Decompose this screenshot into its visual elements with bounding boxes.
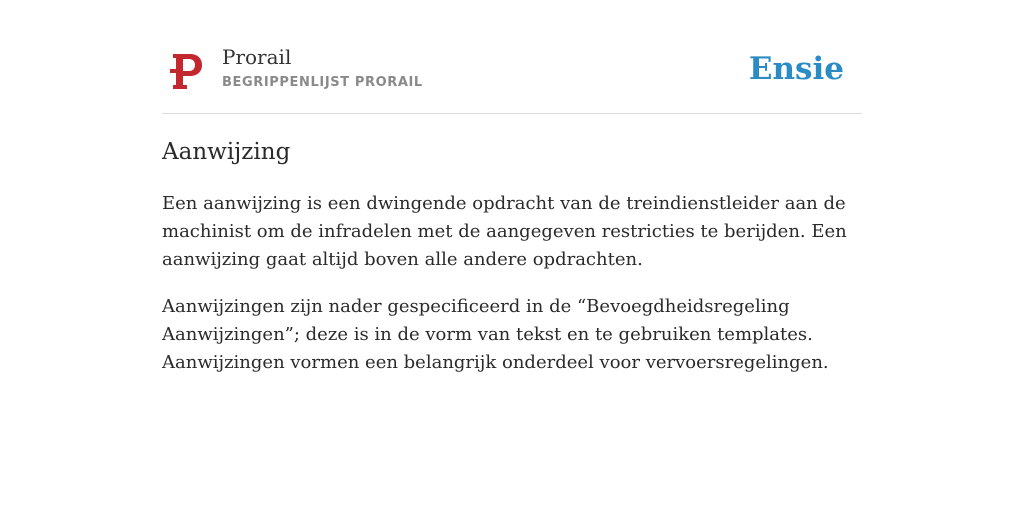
ensie-brand-logo[interactable]: Ensie bbox=[748, 51, 844, 87]
article-title: Aanwijzing bbox=[162, 139, 291, 165]
article-paragraph: Aanwijzingen zijn nader gespecificeerd in de “Bevoegdheidsregeling Aanwijzingen”; deze is in de vorm van tekst en te gebruiken templates. Aanwijzingen vormen een belangrijk onderdeel voor vervoersregelingen. bbox=[162, 296, 829, 373]
org-subtitle[interactable]: BEGRIPPENLIJST PRORAIL bbox=[222, 75, 423, 90]
article-paragraph: Een aanwijzing is een dwingende opdracht van de treindienstleider aan de machinist om de infradelen met de aangegeven restricties te berijden. Een aanwijzing gaat altijd boven alle andere opdrachten. bbox=[162, 193, 847, 270]
page-header bbox=[162, 0, 862, 114]
prorail-logo-icon[interactable] bbox=[170, 52, 204, 92]
page-container bbox=[162, 0, 862, 373]
org-name[interactable]: Prorail bbox=[222, 45, 292, 69]
